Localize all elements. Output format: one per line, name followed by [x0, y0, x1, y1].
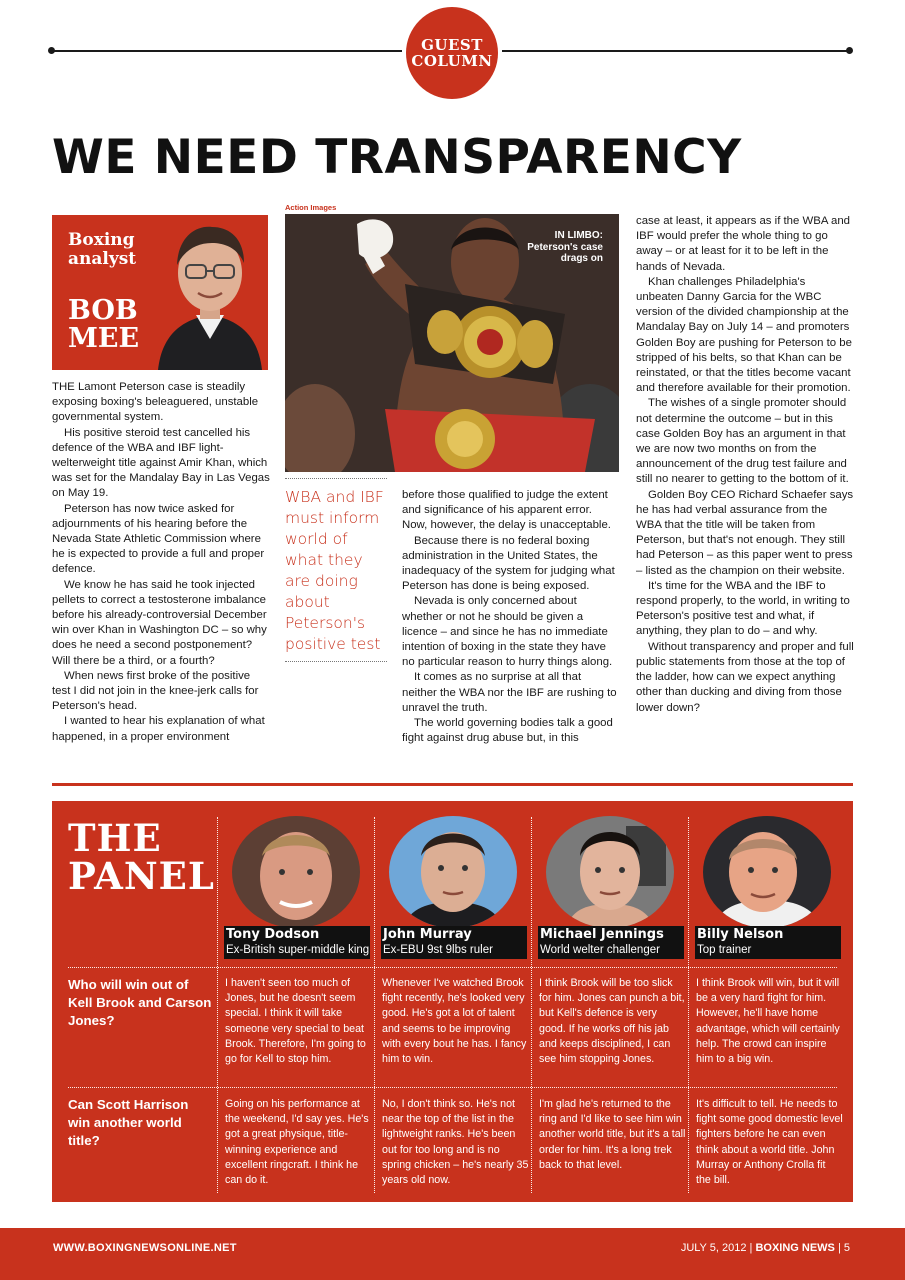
- analyst-name-line1: BOB: [68, 295, 138, 326]
- panelist-title: Ex-EBU 9st 9lbs ruler: [383, 944, 493, 956]
- analyst-role-line1: Boxing: [68, 230, 135, 250]
- badge-line1: GUEST: [421, 36, 483, 54]
- panelist-title: Top trainer: [697, 944, 752, 956]
- panel-answer: Whenever I've watched Brook fight recently, he's looked very good. He's got a lot of talent and seems to be improving with every bout he has. I fancy him to win.: [382, 977, 527, 1066]
- analyst-name: [68, 297, 139, 353]
- panel-title-line2: PANEL: [68, 854, 215, 898]
- panelist-name: Tony Dodson: [226, 927, 320, 942]
- paragraph: It comes as no surprise at all that neither the WBA nor the IBF are rushing to unravel the truth.: [402, 671, 617, 714]
- analyst-name-line2: MEE: [68, 323, 140, 354]
- analyst-role-line2: analyst: [68, 249, 137, 269]
- panel-row-divider: [68, 1087, 837, 1088]
- rule-dot: [846, 47, 853, 54]
- panel-column-divider: [531, 817, 532, 1193]
- panel-answer: It's difficult to tell. He needs to fight some good domestic level fighters before he can even think about a world title. John Murray or Anthony Crolla fit the bill.: [696, 1098, 843, 1187]
- paragraph: It's time for the WBA and the IBF to respond properly, to the world, in writing to Peterson's positive test and what, if anything, they plan to do – and why.: [636, 579, 850, 638]
- avatar: [546, 816, 674, 928]
- panelist-tag: [381, 926, 527, 959]
- panel-answer: I'm glad he's returned to the ring and I'd like to see him win another world title, but it's a tall order for him. It's a long trek back to that level.: [539, 1098, 686, 1171]
- panel-answer: Going on his performance at the weekend, I'd say yes. He's got a great physique, title-winning experience and excellent ringcraft. I think he can do it.: [225, 1098, 369, 1187]
- the-panel: [52, 801, 853, 1202]
- folio-separator: |: [837, 1242, 844, 1254]
- paragraph: Because there is no federal boxing administration in the United States, the inadequacy of the system for judging what Peterson has done is being exposed.: [402, 534, 615, 593]
- panelist-tag: [224, 926, 370, 959]
- footer-folio: [681, 1242, 850, 1254]
- paragraph: When news first broke of the positive test I did not join in the knee-jerk calls for Peterson's head.: [52, 669, 259, 713]
- top-rule-right: [502, 50, 850, 52]
- paragraph: Golden Boy CEO Richard Schaefer says he has had verbal assurance from the WBA that the title will be taken from Peterson, but that's not enough. They still had Peterson – as this paper went to press – listed as the champion on their website.: [636, 488, 854, 577]
- paragraph: I wanted to hear his explanation of what happened, in a proper environment: [52, 715, 265, 743]
- article-column-3: [636, 214, 854, 716]
- avatar: [389, 816, 517, 928]
- panel-answer: I haven't seen too much of Jones, but he doesn't seem special. I think it will take someone very special to beat Brook. Therefore, I'm going to go for Kell to stop him.: [225, 977, 366, 1066]
- paragraph: Khan challenges Philadelphia's unbeaten Danny Garcia for the WBC version of the divided championship at the Mandalay Bay on July 14 – and promoters Golden Boy are pushing for Peterson to be stripped of his belts, so that Khan can be reinstated, or that the titles become vacant and therefore available for their promotion.: [636, 275, 852, 395]
- panelist-title: Ex-British super-middle king: [226, 944, 370, 956]
- photo-credit: Action Images: [285, 203, 337, 212]
- panel-answer: I think Brook will win, but it will be a very hard fight for him. However, he'll have home advantage, which will certainly help. The crowd can inspire him to a big win.: [696, 977, 840, 1066]
- publication-name: BOXING NEWS: [755, 1242, 835, 1254]
- paragraph: case at least, it appears as if the WBA and IBF would prefer the whole thing to go away – or at least for it to be left in the hands of Nevada.: [636, 215, 851, 273]
- panel-answer: I think Brook will be too slick for him. Jones can punch a bit, but Kell's defence is very good. If he works off his jab and keeps disciplined, I can see him stopping Jones.: [539, 977, 685, 1066]
- top-rule-left: [50, 50, 402, 52]
- article-column-2: [402, 488, 618, 746]
- analyst-portrait: [148, 215, 268, 370]
- paragraph: His positive steroid test cancelled his defence of the WBA and IBF light-welterweight title against Amir Khan, which was set for the Mandalay Bay in Las Vegas on May 19.: [52, 426, 270, 500]
- panelist-tag: [695, 926, 841, 959]
- panel-column-divider: [374, 817, 375, 1193]
- rule-dot: [48, 47, 55, 54]
- paragraph: Without transparency and proper and full public statements from those at the top of the ladder, how can we expect anything other than ducking and diving from those lower down?: [636, 640, 854, 714]
- paragraph: The wishes of a single promoter should not determine the outcome – but in this case Golden Boy has an argument in that we are now two months on from the announcement of the drug test failure and still no nearer to getting to the bottom of it.: [636, 397, 849, 486]
- section-divider: [52, 783, 853, 786]
- avatar: [703, 816, 831, 928]
- photo-caption: IN LIMBO: Peterson's case drags on: [527, 230, 603, 264]
- pull-quote-rule-bottom: [285, 661, 387, 662]
- panel-row-divider: [68, 967, 837, 968]
- issue-date: JULY 5, 2012: [680, 1242, 747, 1254]
- panel-answer: No, I don't think so. He's not near the top of the list in the lightweight ranks. He's been out for too long and is no spring chicken – he's nearly 35 years old now.: [382, 1098, 529, 1187]
- page-footer: [0, 1228, 905, 1280]
- panel-column-divider: [688, 817, 689, 1193]
- pull-quote-box: [285, 478, 387, 660]
- analyst-box: [52, 215, 268, 370]
- avatar: [232, 816, 360, 928]
- panelist-name: Michael Jennings: [540, 927, 664, 942]
- paragraph: Peterson has now twice asked for adjournments of his hearing before the Nevada State Athletic Commission where he is expected to provide a full and proper defence.: [52, 502, 265, 576]
- panel-title: [68, 816, 215, 898]
- guest-column-badge: [406, 7, 498, 99]
- panelist-name: Billy Nelson: [697, 927, 784, 942]
- badge-line2: COLUMN: [411, 52, 493, 70]
- paragraph: before those qualified to judge the extent and significance of his apparent error. Now, however, the delay is unacceptable.: [402, 489, 611, 532]
- panel-question: Who will win out of Kell Brook and Carson Jones?: [68, 977, 212, 1028]
- paragraph: We know he has said he took injected pellets to correct a testosterone imbalance before his already-controversial December win over Khan in Washington DC – so why does he need a second postponement? Will there be a third, or a fourth?: [52, 578, 267, 667]
- pull-quote: WBA and IBF must inform world of what they are doing about Peterson's positive test: [285, 488, 384, 653]
- headline: WE NEED TRANSPARENCY: [52, 130, 742, 185]
- panel-column-divider: [217, 817, 218, 1193]
- analyst-role: [68, 231, 136, 269]
- folio-separator: |: [749, 1242, 756, 1254]
- paragraph: THE Lamont Peterson case is steadily exposing boxing's beleaguered, unstable governmental system.: [52, 381, 259, 424]
- website-link[interactable]: WWW.BOXINGNEWSONLINE.NET: [53, 1242, 237, 1254]
- paragraph: The world governing bodies talk a good fight against drug abuse but, in this: [402, 717, 613, 745]
- panel-question: Can Scott Harrison win another world title?: [68, 1097, 189, 1148]
- paragraph: Nevada is only concerned about whether or not he should be given a licence – and since he has no immediate intention of boxing in the state they have no particular reason to hurry things along.: [402, 595, 613, 669]
- main-photo: [285, 214, 619, 472]
- panelist-name: John Murray: [383, 927, 472, 942]
- article-column-1: [52, 380, 270, 745]
- page-number: 5: [843, 1242, 850, 1254]
- panel-title-line1: THE: [68, 816, 162, 860]
- panelist-tag: [538, 926, 684, 959]
- panelist-title: World welter challenger: [540, 944, 660, 956]
